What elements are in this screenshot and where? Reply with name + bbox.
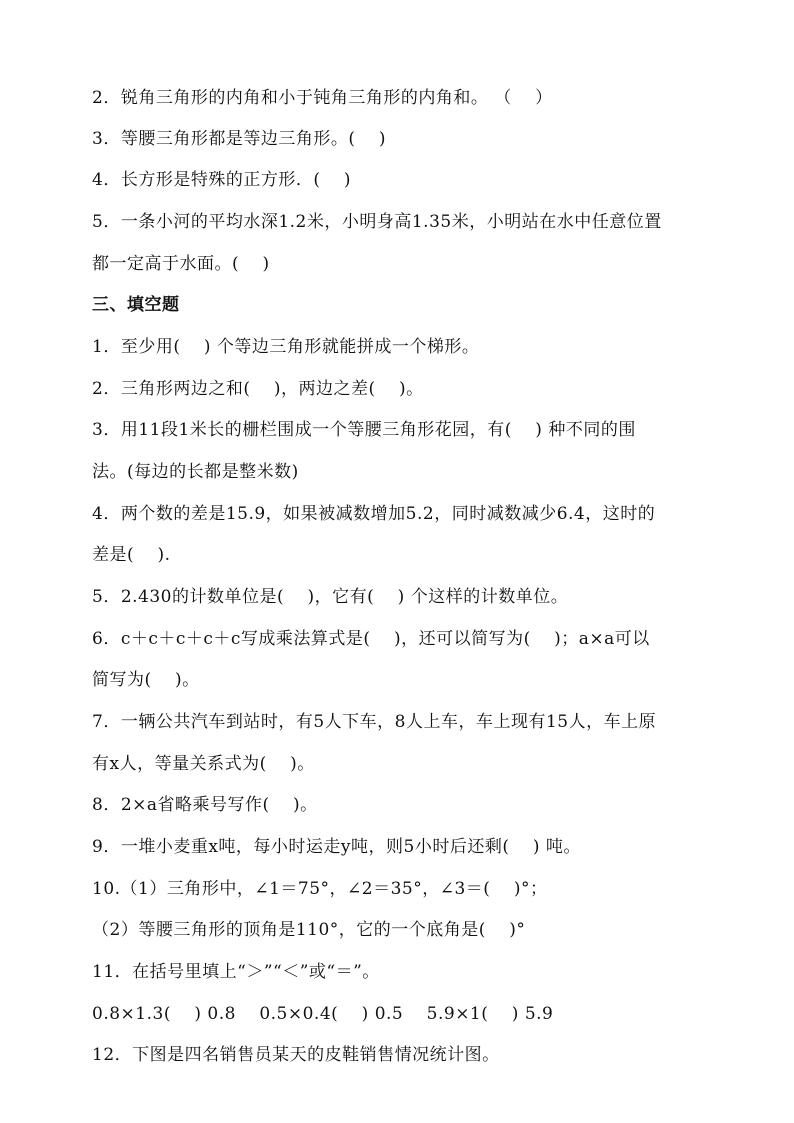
judgement-item-4: 4．长方形是特殊的正方形．( ) [92, 170, 351, 190]
judgement-item-5-line-1: 5．一条小河的平均水深1.2米，小明身高1.35米，小明站在水中任意位置 [92, 212, 662, 232]
fill-item-6-line-1: 6．c＋c＋c＋c＋c写成乘法算式是( )，还可以简写为( )；a×a可以 [92, 629, 650, 649]
fill-item-10-part-2: （2）等腰三角形的顶角是110°，它的一个底角是( )° [92, 920, 526, 940]
fill-item-2: 2．三角形两边之和( )，两边之差( )。 [92, 379, 424, 399]
fill-item-11-comparisons: 0.8×1.3( ) 0.8 0.5×0.4( ) 0.5 5.9×1( ) 5.9 [92, 1004, 554, 1024]
fill-item-7-line-2: 有x人，等量关系式为( )。 [92, 754, 315, 774]
judgement-item-3: 3．等腰三角形都是等边三角形。( ) [92, 129, 386, 149]
judgement-item-5-line-2: 都一定高于水面。( ) [92, 254, 270, 274]
fill-item-8: 8．2×a省略乘号写作( )。 [92, 795, 318, 815]
fill-item-11: 11．在括号里填上“＞”“＜”或“＝”。 [92, 962, 380, 982]
fill-item-4-line-1: 4．两个数的差是15.9，如果被减数增加5.2，同时减数减少6.4，这时的 [92, 504, 656, 524]
section-heading-fill-in: 三、填空题 [92, 295, 180, 315]
fill-item-6-line-2: 简写为( )。 [92, 670, 200, 690]
fill-item-9: 9．一堆小麦重x吨，每小时运走y吨，则5小时后还剩( ) 吨。 [92, 837, 581, 857]
fill-item-4-line-2: 差是( ). [92, 545, 189, 565]
fill-item-10-part-1: 10.（1）三角形中，∠1＝75°，∠2＝35°，∠3＝( )°； [92, 879, 548, 899]
fill-item-7-line-1: 7．一辆公共汽车到站时，有5人下车，8人上车，车上现有15人，车上原 [92, 712, 657, 732]
fill-item-12: 12．下图是四名销售员某天的皮鞋销售情况统计图。 [92, 1045, 500, 1065]
fill-item-5: 5．2.430的计数单位是( )，它有( ) 个这样的计数单位。 [92, 587, 569, 607]
fill-item-3-line-2: 法。(每边的长都是整米数) [92, 462, 299, 482]
fill-item-3-line-1: 3．用11段1米长的栅栏围成一个等腰三角形花园，有( ) 种不同的围 [92, 420, 636, 440]
judgement-item-2: 2．锐角三角形的内角和小于钝角三角形的内角和。 （ ） [92, 88, 553, 108]
fill-item-1: 1．至少用( ) 个等边三角形就能拼成一个梯形。 [92, 337, 480, 357]
